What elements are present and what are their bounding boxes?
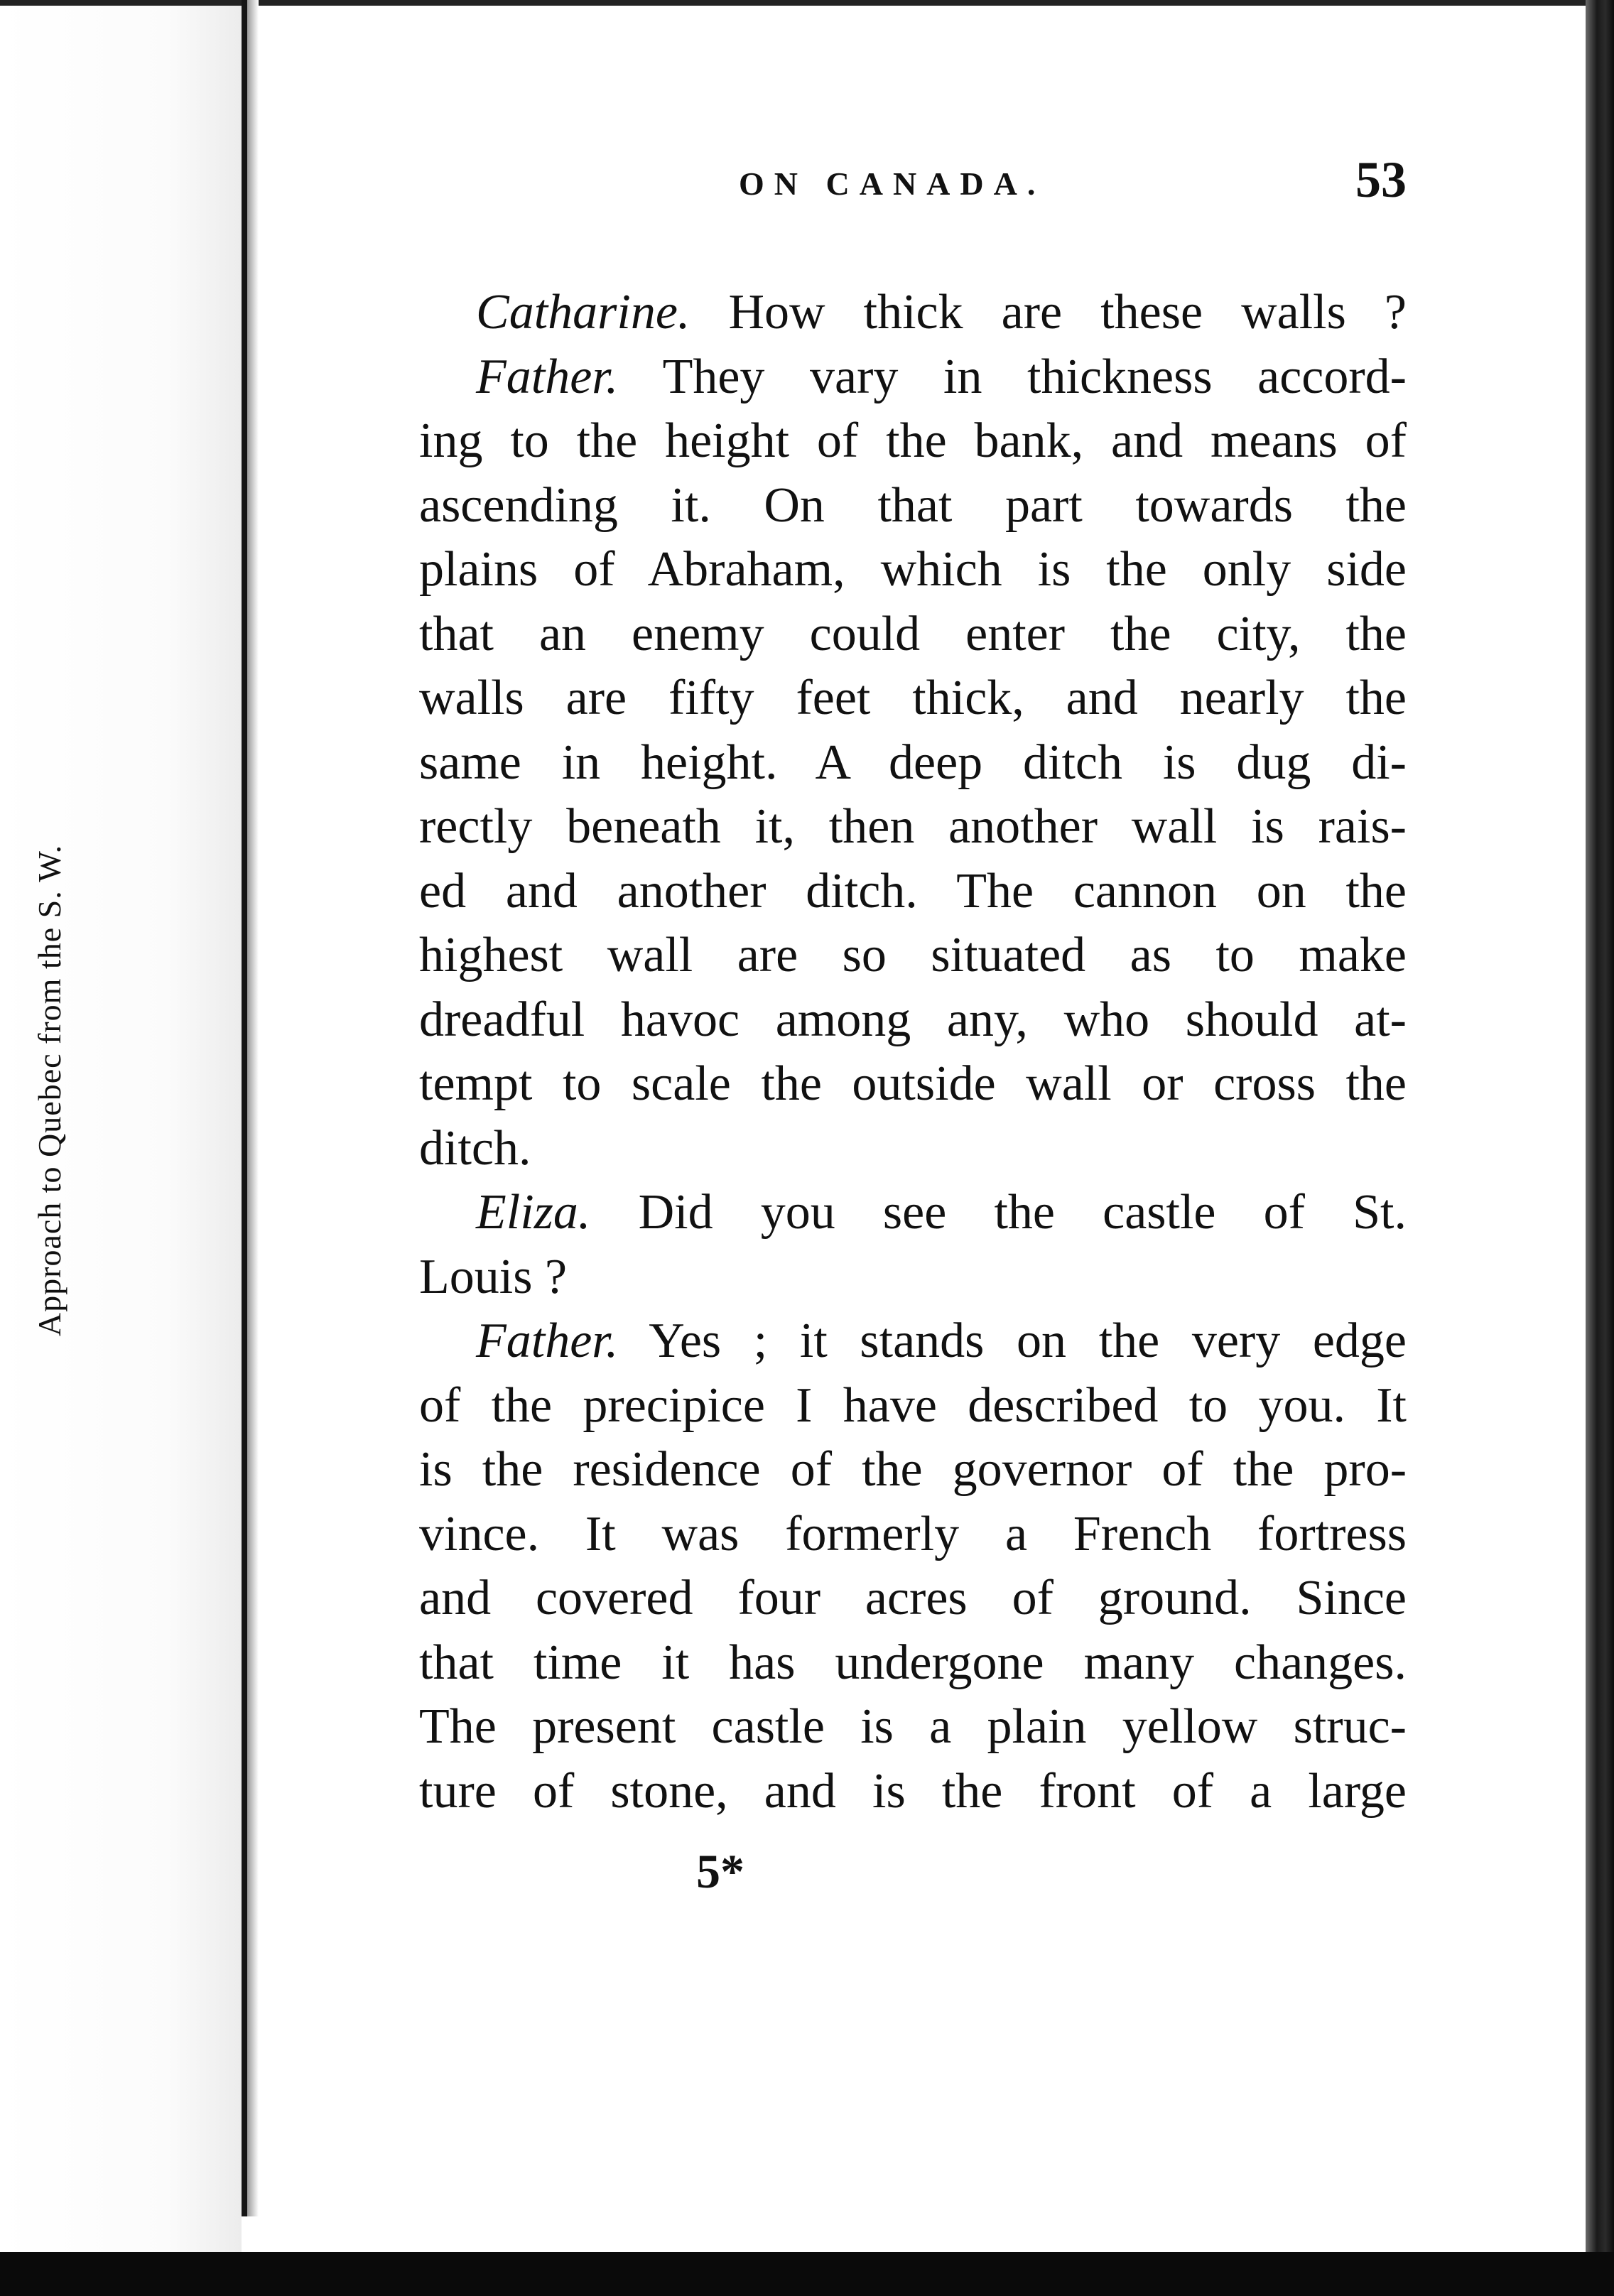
- text-line: highest wall are so situated as to make: [419, 928, 1407, 982]
- plate-caption: Approach to Quebec from the S. W.: [31, 844, 67, 1337]
- text-line: tempt to scale the outside wall or cross the: [419, 1056, 1407, 1111]
- text-line: walls are fifty feet thick, and nearly the: [419, 671, 1407, 725]
- speaker-name: Eliza.: [476, 1185, 591, 1240]
- text-line: of the precipice I have described to you. It: [419, 1377, 1407, 1433]
- text-line: ed and another ditch. The cannon on the: [419, 863, 1407, 919]
- body-text: [419, 281, 1407, 1824]
- text-line: Louis ?: [419, 1249, 568, 1304]
- text-line: ing to the height of the bank, and means of: [419, 413, 1407, 468]
- text-line: same in height. A deep ditch is dug di-: [419, 735, 1407, 790]
- binding-gutter: [242, 0, 247, 2216]
- text-line: ditch.: [419, 1120, 531, 1176]
- text-line: that time it has undergone many changes.: [419, 1635, 1407, 1690]
- speaker-name: Father.: [476, 1314, 619, 1368]
- text-line: and covered four acres of ground. Since: [419, 1571, 1407, 1625]
- running-head: [419, 151, 1407, 222]
- text-line: dreadful havoc among any, who should at-: [419, 992, 1407, 1047]
- speaker-name: Catharine.: [476, 285, 690, 340]
- text-line: The present castle is a plain yellow struc-: [419, 1699, 1407, 1754]
- text-line: Eliza. Did you see the castle of St.: [476, 1185, 1407, 1240]
- speaker-name: Father.: [476, 349, 619, 404]
- text-line: Father. They vary in thickness accord-: [476, 349, 1407, 404]
- text-line: is the residence of the governor of the pro-: [419, 1442, 1407, 1497]
- scan-border-bottom: [0, 2252, 1614, 2296]
- signature-mark: 5*: [696, 1844, 744, 1898]
- text-line: ascending it. On that part towards the: [419, 477, 1407, 533]
- text-line: plains of Abraham, which is the only side: [419, 542, 1407, 597]
- gutter-shadow: [247, 0, 259, 2216]
- text-line: Catharine. How thick are these walls ?: [476, 285, 1407, 340]
- page-edge-right: [1586, 0, 1614, 2296]
- text-line: that an enemy could enter the city, the: [419, 606, 1407, 661]
- page-number: 53: [1355, 151, 1407, 208]
- text-line: rectly beneath it, then another wall is rais-: [419, 799, 1407, 854]
- text-line: ture of stone, and is the front of a large: [419, 1763, 1407, 1819]
- text-line: vince. It was formerly a French fortress: [419, 1506, 1407, 1561]
- running-title: ON CANADA.: [739, 166, 1046, 202]
- text-line: Father. Yes ; it stands on the very edge: [476, 1314, 1407, 1368]
